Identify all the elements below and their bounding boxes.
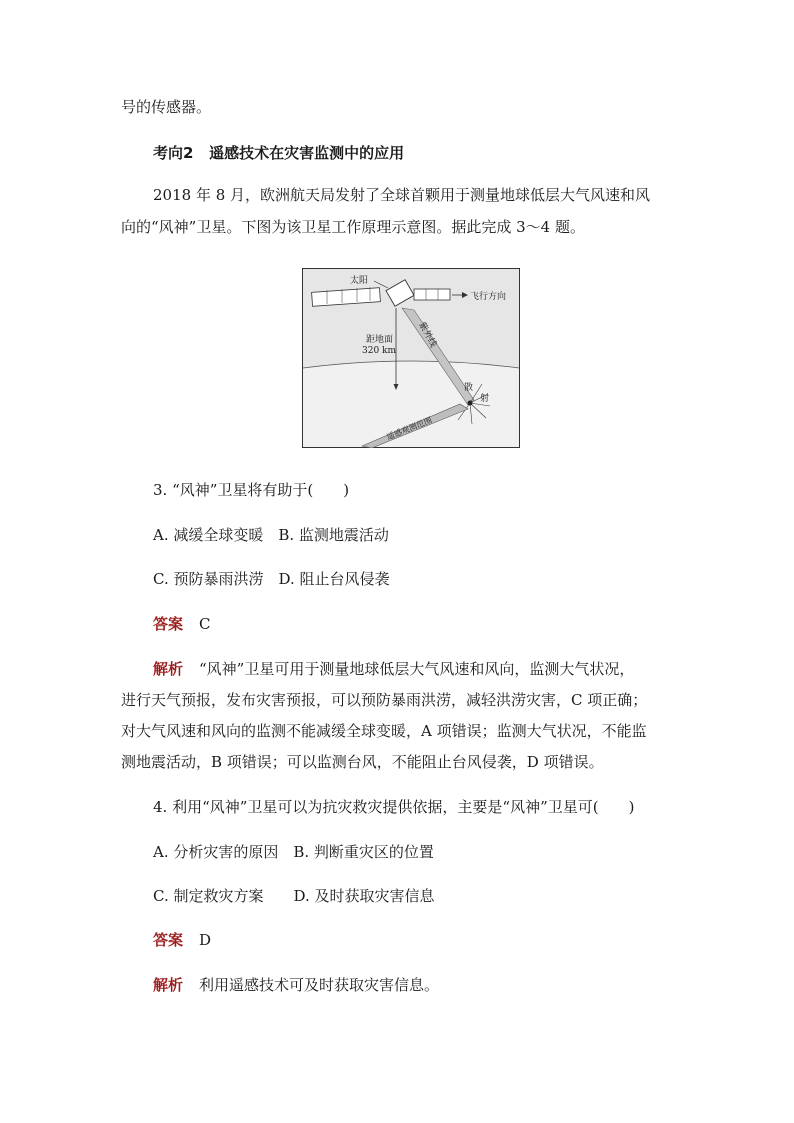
q3-options-line-2: C. 预防暴雨洪涝 D. 阻止台风侵袭	[153, 570, 390, 588]
distance-label-2: 320 km	[362, 346, 397, 356]
q3-analysis-line-3: 对大气风速和风向的监测不能减缓全球变暖，A 项错误；监测大气状况，不能监	[121, 722, 647, 740]
satellite-diagram	[302, 268, 520, 448]
text-line-1: 号的传感器。	[121, 98, 212, 116]
q3-options-line-1: A. 减缓全球变暖 B. 监测地震活动	[153, 526, 389, 544]
q3-answer	[153, 614, 211, 634]
section-title: 遥感技术在灾害监测中的应用	[209, 144, 405, 162]
scatter-label-2: 射	[480, 394, 490, 404]
q4-options-line-2: C. 制定救灾方案 D. 及时获取灾害信息	[153, 887, 435, 905]
q3-stem: 3. “风神”卫星将有助于( )	[153, 481, 350, 499]
beam-label: 紫外线	[416, 320, 438, 350]
section-label: 考向2	[153, 144, 194, 162]
answer-tag: 答案	[153, 931, 184, 949]
scatter-label-1: 散	[464, 383, 474, 393]
section-heading	[153, 143, 404, 163]
q3-analysis-line-2: 进行天气预报，发布灾害预报，可以预防暴雨洪涝，减轻洪涝灾害，C 项正确；	[121, 691, 648, 709]
intro-line-2: 向的“风神”卫星。下图为该卫星工作原理示意图。据此完成 3～4 题。	[121, 218, 585, 236]
analysis-text: “风神”卫星可用于测量地球低层大气风速和风向，监测大气状况，	[199, 660, 635, 678]
analysis-text: 利用遥感技术可及时获取灾害信息。	[199, 976, 440, 994]
analysis-tag: 解析	[153, 660, 184, 678]
q3-analysis-line-4: 测地震活动，B 项错误；可以监测台风，不能阻止台风侵袭，D 项错误。	[121, 753, 604, 771]
range-label: 遥感观测范围	[385, 415, 434, 442]
answer-value: D	[199, 931, 212, 949]
q4-analysis-line-1	[153, 975, 439, 995]
q4-stem: 4. 利用“风神”卫星可以为抗灾救灾提供依据，主要是“风神”卫星可( )	[153, 798, 635, 816]
answer-tag: 答案	[153, 615, 184, 633]
sun-label: 太阳	[350, 276, 369, 286]
q3-analysis-line-1	[153, 659, 634, 679]
intro-line-1: 2018 年 8 月，欧洲航天局发射了全球首颗用于测量地球低层大气风速和风	[153, 186, 651, 204]
distance-label-1: 距地面	[366, 335, 394, 345]
q4-answer	[153, 930, 211, 950]
direction-label: 飞行方向	[470, 292, 507, 302]
answer-value: C	[199, 615, 211, 633]
analysis-tag: 解析	[153, 976, 184, 994]
q4-options-line-1: A. 分析灾害的原因 B. 判断重灾区的位置	[153, 843, 434, 861]
